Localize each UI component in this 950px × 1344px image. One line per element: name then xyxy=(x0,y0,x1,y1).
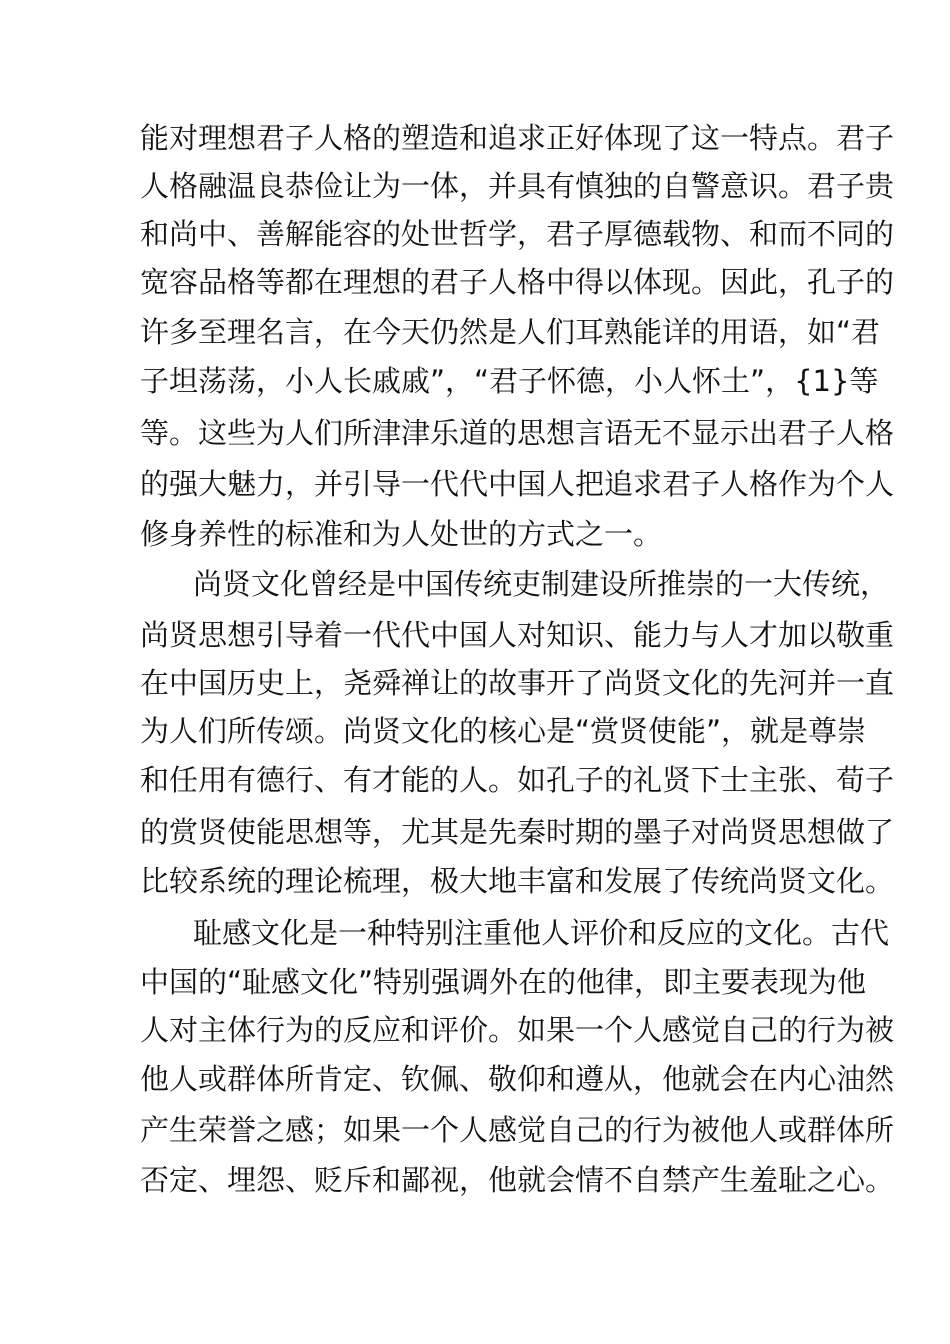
text-line: 比较系统的理论梳理，极大地丰富和发展了传统尚贤文化。 xyxy=(140,864,895,898)
text-line: 的强大魅力，并引导一代代中国人把追求君子人格作为个人 xyxy=(140,467,895,501)
paragraph-first-line: 尚贤文化曾经是中国传统吏制建设所推崇的一大传统， xyxy=(193,567,890,601)
text-line: 子坦荡荡，小人长戚戚”，“君子怀德，小人怀土”，{1}等 xyxy=(140,364,879,398)
text-line: 和任用有德行、有才能的人。如孔子的礼贤下士主张、荀子 xyxy=(140,763,895,797)
text-line: 等。这些为人们所津津乐道的思想言语无不显示出君子人格 xyxy=(140,416,895,450)
text-line: 中国的“耻感文化”特别强调外在的他律，即主要表现为他 xyxy=(140,965,867,999)
text-line: 许多至理名言，在今天仍然是人们耳熟能详的用语，如“君 xyxy=(140,315,881,349)
paragraph-first-line: 耻感文化是一种特别注重他人评价和反应的文化。古代 xyxy=(193,916,890,950)
text-line: 能对理想君子人格的塑造和追求正好体现了这一特点。君子 xyxy=(140,121,895,155)
text-line: 宽容品格等都在理想的君子人格中得以体现。因此，孔子的 xyxy=(140,265,895,299)
text-line: 他人或群体所肯定、钦佩、敬仰和遵从，他就会在内心油然 xyxy=(140,1062,895,1096)
text-line: 为人们所传颂。尚贤文化的核心是“赏贤使能”，就是尊崇 xyxy=(140,714,867,748)
text-line: 的赏贤使能思想等，尤其是先秦时期的墨子对尚贤思想做了 xyxy=(140,815,895,849)
text-line: 在中国历史上，尧舜禅让的故事开了尚贤文化的先河并一直 xyxy=(140,666,895,700)
text-line: 人对主体行为的反应和评价。如果一个人感觉自己的行为被 xyxy=(140,1013,895,1047)
text-line: 和尚中、善解能容的处世哲学，君子厚德载物、和而不同的 xyxy=(140,217,895,251)
text-line: 尚贤思想引导着一代代中国人对知识、能力与人才加以敬重 xyxy=(140,618,895,652)
text-line: 否定、埋怨、贬斥和鄙视，他就会情不自禁产生羞耻之心。 xyxy=(140,1163,895,1197)
text-line: 产生荣誉之感；如果一个人感觉自己的行为被他人或群体所 xyxy=(140,1113,895,1147)
text-line: 人格融温良恭俭让为一体，并具有慎独的自警意识。君子贵 xyxy=(140,169,895,203)
text-line: 修身养性的标准和为人处世的方式之一。 xyxy=(140,517,663,551)
